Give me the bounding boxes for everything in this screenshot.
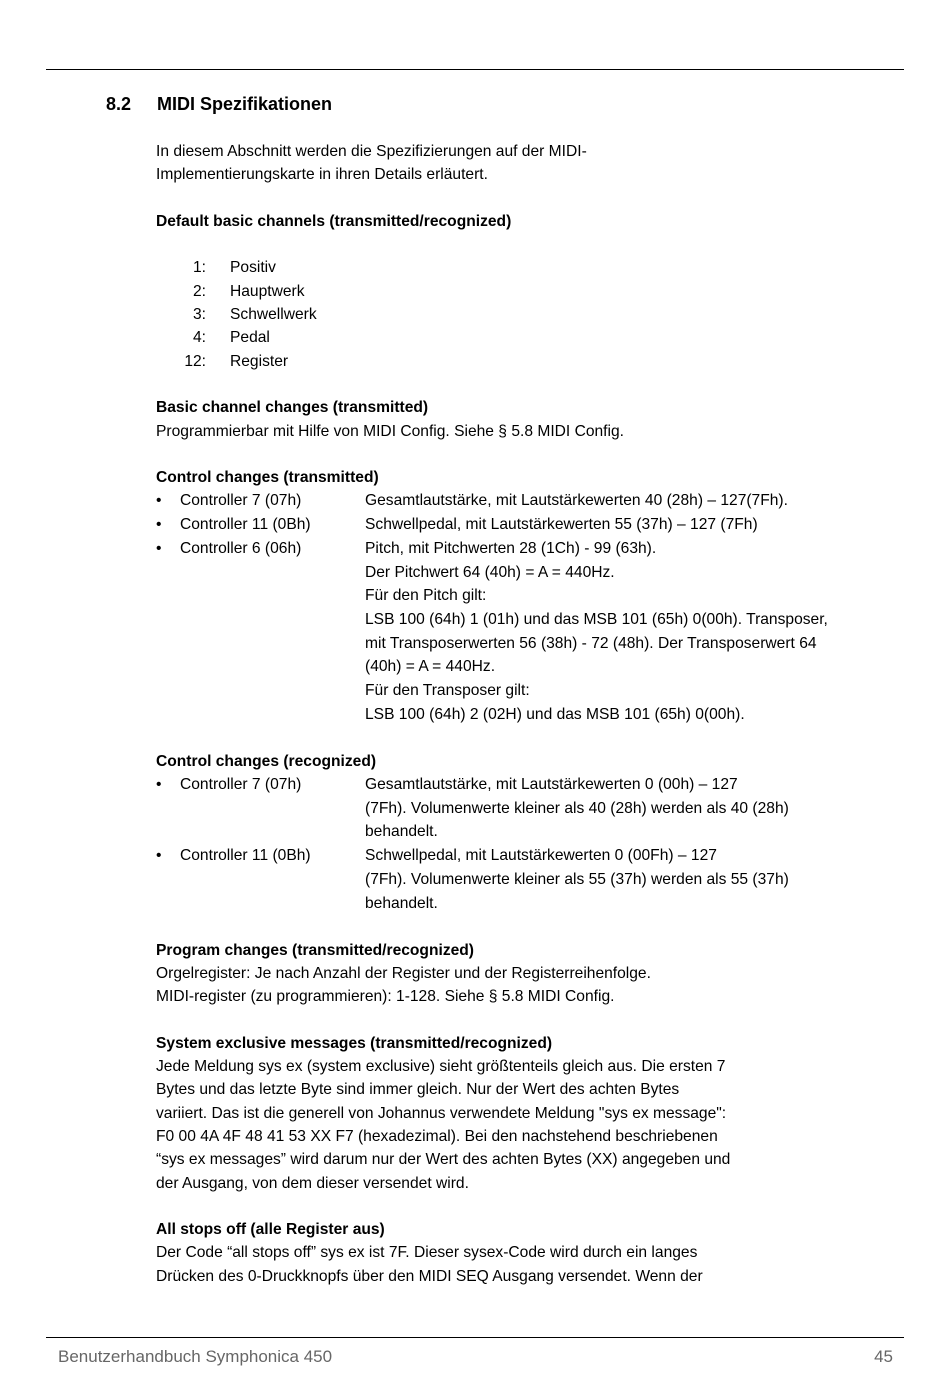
channel-number: 3: xyxy=(192,306,206,324)
description-line: behandelt. xyxy=(365,823,438,841)
channel-item xyxy=(156,303,886,326)
section-title: MIDI Spezifikationen xyxy=(157,94,333,114)
description-line: LSB 100 (64h) 1 (01h) und das MSB 101 (65h) 0(00h). Transposer, xyxy=(365,610,828,628)
channel-number: 2: xyxy=(192,282,206,300)
section-heading xyxy=(106,94,332,115)
bullet-icon: • xyxy=(156,492,162,510)
channel-number: 1: xyxy=(192,259,206,277)
channel-item xyxy=(156,326,886,349)
channel-label: Pedal xyxy=(230,329,270,347)
paragraph-line: Drücken des 0-Druckknopfs über den MIDI SEQ Ausgang versendet. Wenn der xyxy=(156,1267,703,1285)
cc-recognized-list xyxy=(156,773,886,915)
controller-item xyxy=(156,537,886,727)
channel-changes-text: Programmierbar mit Hilfe von MIDI Config. Siehe § 5.8 MIDI Config. xyxy=(156,422,624,440)
description-line: mit Transposerwerten 56 (38h) - 72 (48h). Der Transposerwert 64 xyxy=(365,634,817,652)
description-line: Gesamtlautstärke, mit Lautstärkewerten 0 (00h) – 127 xyxy=(365,776,738,794)
all-stops-off-title: All stops off (alle Register aus) xyxy=(156,1221,385,1239)
controller-name: Controller 11 (0Bh) xyxy=(180,847,311,865)
paragraph-line: Orgelregister: Je nach Anzahl der Register und der Registerreihenfolge. xyxy=(156,964,651,982)
description-line: (7Fh). Volumenwerte kleiner als 55 (37h) werden als 55 (37h) xyxy=(365,870,789,888)
controller-item xyxy=(156,773,886,844)
controller-name: Controller 6 (06h) xyxy=(180,539,302,557)
bullet-icon: • xyxy=(156,776,162,794)
channel-number: 4: xyxy=(192,329,206,347)
bullet-icon: • xyxy=(156,516,162,534)
channel-label: Register xyxy=(230,352,289,370)
controller-description xyxy=(365,537,886,727)
description-line: Pitch, mit Pitchwerten 28 (1Ch) - 99 (63h). xyxy=(365,539,657,557)
description-line: Für den Transposer gilt: xyxy=(365,682,530,700)
controller-item xyxy=(156,513,886,537)
page-content xyxy=(156,140,886,1288)
controller-description xyxy=(365,844,886,915)
description-line: Gesamtlautstärke, mit Lautstärkewerten 40 (28h) – 127(7Fh). xyxy=(365,492,788,510)
channel-list xyxy=(156,256,886,372)
default-channels-title: Default basic channels (transmitted/recognized) xyxy=(156,212,512,230)
sysex-title: System exclusive messages (transmitted/recognized) xyxy=(156,1034,553,1052)
cc-recognized-title: Control changes (recognized) xyxy=(156,752,377,770)
channel-changes-title: Basic channel changes (transmitted) xyxy=(156,399,429,417)
controller-item xyxy=(156,844,886,915)
description-line: (7Fh). Volumenwerte kleiner als 40 (28h) werden als 40 (28h) xyxy=(365,799,789,817)
paragraph-line: Der Code “all stops off” sys ex ist 7F. Dieser sysex-Code wird durch ein langes xyxy=(156,1244,698,1262)
cc-transmitted-list xyxy=(156,489,886,726)
controller-description xyxy=(365,513,886,537)
paragraph-line: variiert. Das ist die generell von Johannus verwendete Meldung "sys ex message": xyxy=(156,1104,727,1122)
controller-item xyxy=(156,489,886,513)
controller-name: Controller 7 (07h) xyxy=(180,776,302,794)
program-changes-title: Program changes (transmitted/recognized) xyxy=(156,941,475,959)
controller-name: Controller 11 (0Bh) xyxy=(180,516,311,534)
description-line: Der Pitchwert 64 (40h) = A = 440Hz. xyxy=(365,563,615,581)
section-number: 8.2 xyxy=(106,94,132,114)
description-line: Für den Pitch gilt: xyxy=(365,587,487,605)
paragraph-line: Jede Meldung sys ex (system exclusive) sieht größtenteils gleich aus. Die ersten 7 xyxy=(156,1058,726,1076)
footer-rule xyxy=(46,1337,904,1338)
paragraph-line: der Ausgang, von dem dieser versendet wird. xyxy=(156,1174,469,1192)
bullet-icon: • xyxy=(156,847,162,865)
channel-item xyxy=(156,350,886,373)
description-line: (40h) = A = 440Hz. xyxy=(365,658,496,676)
paragraph-line: Bytes und das letzte Byte sind immer gleich. Nur der Wert des achten Bytes xyxy=(156,1081,680,1099)
controller-description xyxy=(365,489,886,513)
intro-line: In diesem Abschnitt werden die Spezifizierungen auf der MIDI- xyxy=(156,143,587,160)
paragraph-line: MIDI-register (zu programmieren): 1-128. Siehe § 5.8 MIDI Config. xyxy=(156,988,615,1006)
description-line: Schwellpedal, mit Lautstärkewerten 55 (37h) – 127 (7Fh) xyxy=(365,516,758,534)
channel-number: 12: xyxy=(184,352,206,370)
paragraph-line: “sys ex messages” wird darum nur der Wert des achten Bytes (XX) angegeben und xyxy=(156,1151,731,1169)
cc-transmitted-title: Control changes (transmitted) xyxy=(156,469,379,487)
controller-description xyxy=(365,773,886,844)
channel-label: Hauptwerk xyxy=(230,282,305,300)
controller-name: Controller 7 (07h) xyxy=(180,492,302,510)
bullet-icon: • xyxy=(156,539,162,557)
channel-label: Schwellwerk xyxy=(230,306,317,324)
description-line: behandelt. xyxy=(365,894,438,912)
header-rule xyxy=(46,69,904,70)
channel-item xyxy=(156,280,886,303)
paragraph-line: F0 00 4A 4F 48 41 53 XX F7 (hexadezimal). Bei den nachstehend beschriebenen xyxy=(156,1127,718,1145)
footer-title: Benutzerhandbuch Symphonica 450 xyxy=(58,1347,333,1366)
intro-line: Implementierungskarte in ihren Details erläutert. xyxy=(156,166,488,184)
description-line: LSB 100 (64h) 2 (02H) und das MSB 101 (65h) 0(00h). xyxy=(365,705,745,723)
channel-label: Positiv xyxy=(230,259,276,277)
description-line: Schwellpedal, mit Lautstärkewerten 0 (00Fh) – 127 xyxy=(365,847,717,865)
page-number: 45 xyxy=(874,1347,893,1366)
channel-item xyxy=(156,256,886,279)
